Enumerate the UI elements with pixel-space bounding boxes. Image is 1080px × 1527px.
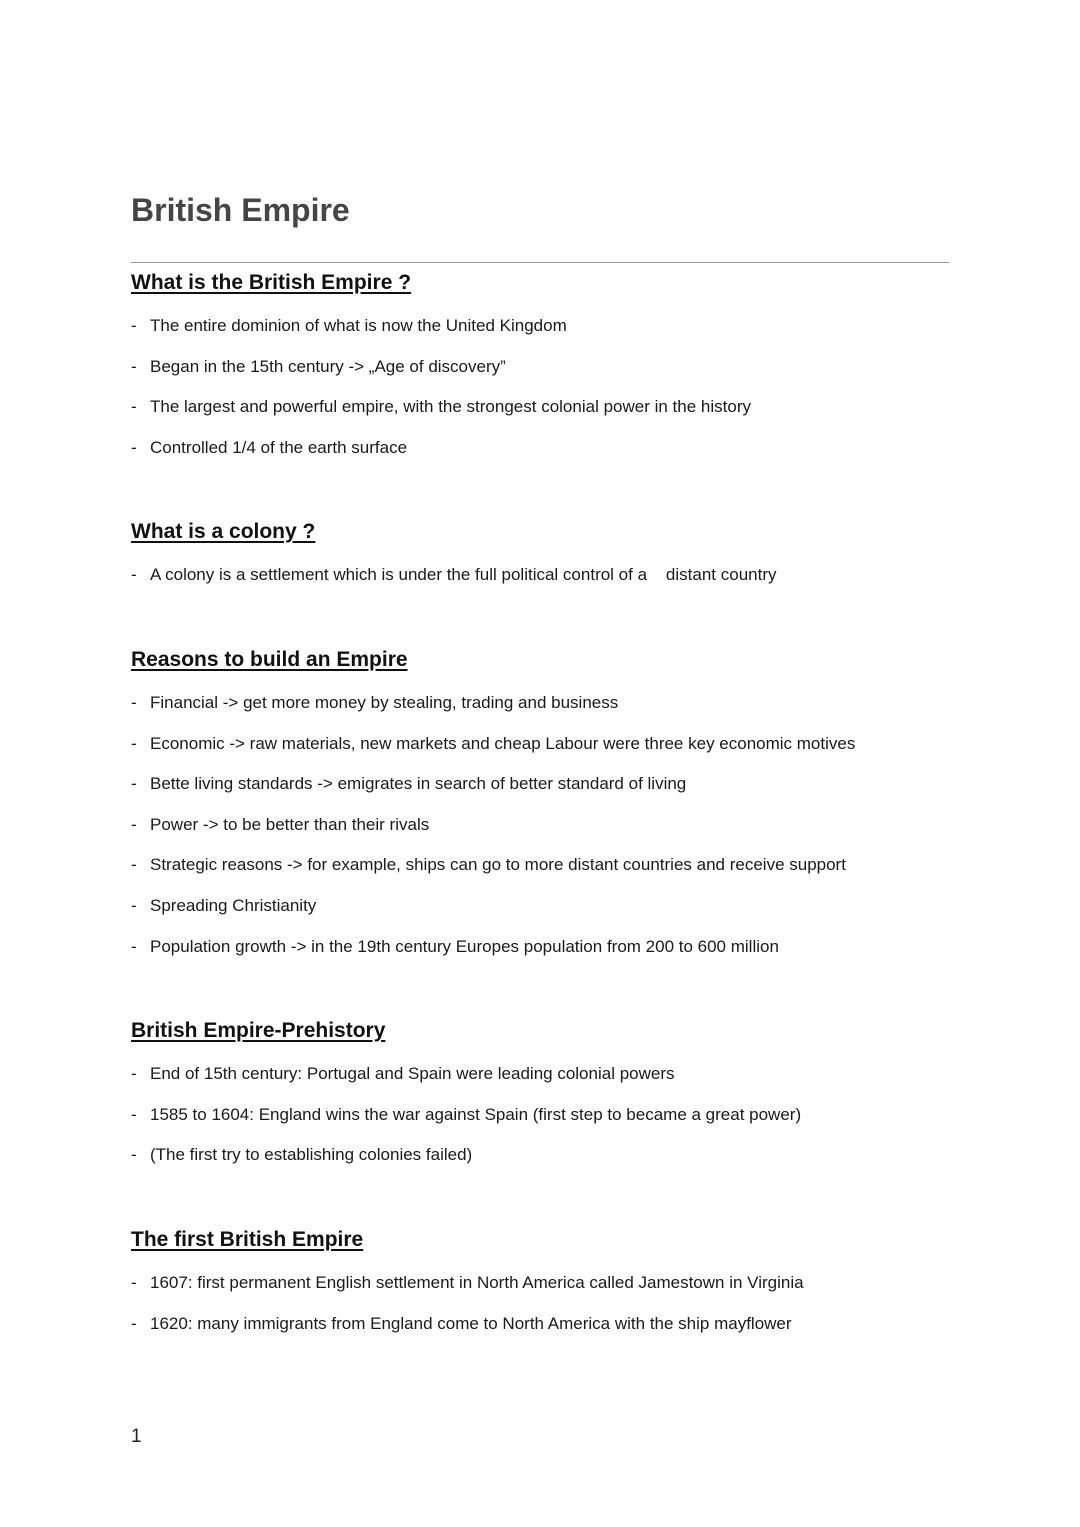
dash-bullet-icon: -: [131, 356, 137, 376]
page-title: British Empire: [131, 192, 350, 228]
bullet-list: [131, 1273, 951, 1334]
list-item: - 1620: many immigrants from England come to North America with the ship mayflower: [131, 1313, 792, 1333]
dash-bullet-icon: -: [131, 1104, 137, 1124]
dash-bullet-icon: -: [131, 1145, 137, 1165]
list-item: - The entire dominion of what is now the United Kingdom: [131, 316, 567, 335]
section-what-is-empire: [131, 270, 951, 478]
dash-bullet-icon: -: [131, 774, 137, 794]
section-reasons: [131, 647, 951, 977]
section-prehistory: [131, 1018, 951, 1186]
title-divider: [131, 262, 949, 263]
dash-bullet-icon: -: [131, 936, 137, 956]
dash-bullet-icon: -: [131, 1273, 137, 1292]
list-item: - Began in the 15th century -> „Age of discovery”: [131, 356, 506, 376]
bullet-list: [131, 316, 951, 458]
section-what-is-colony: [131, 519, 951, 606]
dash-bullet-icon: -: [131, 814, 137, 834]
dash-bullet-icon: -: [131, 895, 137, 915]
list-item: - Spreading Christianity: [131, 895, 317, 915]
dash-bullet-icon: -: [131, 1313, 137, 1333]
dash-bullet-icon: -: [131, 437, 137, 457]
section-heading: The first British Empire: [131, 1228, 364, 1251]
list-item: - (The first try to establishing colonies failed): [131, 1145, 473, 1165]
section-heading: What is a colony ?: [131, 520, 316, 543]
dash-bullet-icon: -: [131, 733, 137, 753]
list-item: - Controlled 1/4 of the earth surface: [131, 437, 408, 457]
list-item: - The largest and powerful empire, with the strongest colonial power in the history: [131, 397, 751, 417]
list-item: - 1607: first permanent English settlement in North America called Jamestown in Virginia: [131, 1273, 804, 1292]
dash-bullet-icon: -: [131, 855, 137, 875]
section-heading: British Empire-Prehistory: [131, 1019, 386, 1042]
dash-bullet-icon: -: [131, 565, 137, 584]
dash-bullet-icon: -: [131, 316, 137, 335]
list-item: - Power -> to be better than their rivals: [131, 814, 430, 834]
dash-bullet-icon: -: [131, 693, 137, 712]
section-heading: Reasons to build an Empire: [131, 648, 408, 671]
list-item: - Economic -> raw materials, new markets and cheap Labour were three key economic motives: [131, 733, 856, 753]
bullet-list: [131, 1064, 951, 1165]
list-item: - Financial -> get more money by stealing, trading and business: [131, 693, 619, 712]
bullet-list: [131, 693, 951, 957]
dash-bullet-icon: -: [131, 1064, 137, 1083]
list-item: - 1585 to 1604: England wins the war against Spain (first step to became a great power): [131, 1104, 802, 1124]
list-item: - Bette living standards -> emigrates in search of better standard of living: [131, 774, 687, 794]
list-item: - A colony is a settlement which is under the full political control of a distant country: [131, 565, 777, 584]
list-item: - End of 15th century: Portugal and Spain were leading colonial powers: [131, 1064, 675, 1083]
section-heading: What is the British Empire ?: [131, 271, 412, 294]
dash-bullet-icon: -: [131, 397, 137, 417]
page-number: 1: [131, 1426, 142, 1447]
section-first-empire: [131, 1227, 951, 1354]
list-item: - Strategic reasons -> for example, ships can go to more distant countries and receive support: [131, 855, 846, 875]
bullet-list: [131, 565, 951, 585]
list-item: - Population growth -> in the 19th century Europes population from 200 to 600 million: [131, 936, 779, 956]
